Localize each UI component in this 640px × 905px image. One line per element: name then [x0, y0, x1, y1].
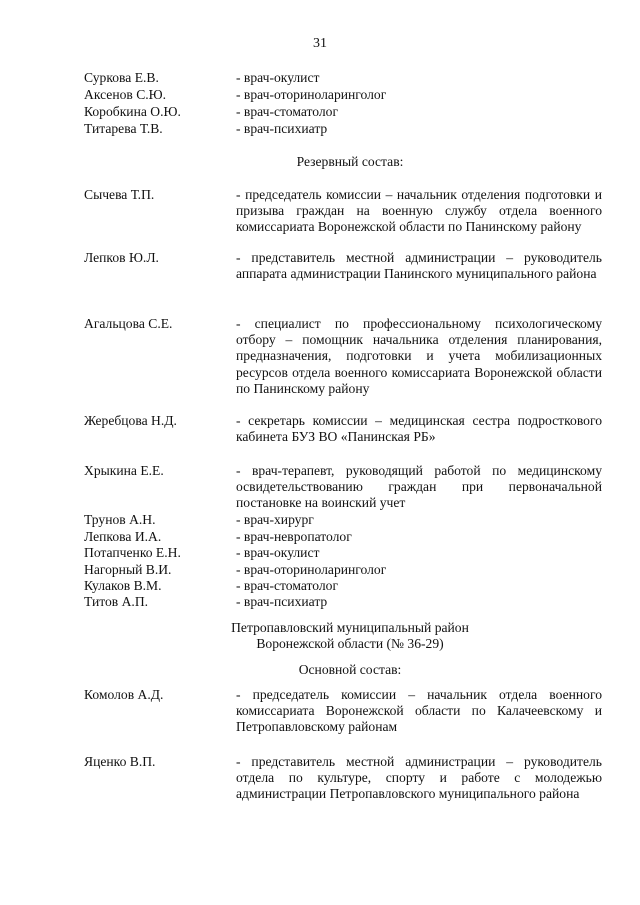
- member-name: Аксенов С.Ю.: [84, 87, 167, 102]
- main-heading: [0, 662, 640, 678]
- member-role: - врач-невропатолог: [236, 529, 352, 544]
- member-role: - врач-стоматолог: [236, 578, 339, 593]
- member-name: Лепков Ю.Л.: [84, 250, 159, 265]
- member-name: Хрыкина Е.Е.: [84, 463, 164, 478]
- district-line2: Воронежской области (№ 36-29): [256, 636, 444, 652]
- member-name: Жеребцова Н.Д.: [84, 413, 177, 428]
- member-name: Кулаков В.М.: [84, 578, 162, 593]
- member-name: Трунов А.Н.: [84, 512, 156, 527]
- member-role: - врач-психиатр: [236, 594, 328, 609]
- member-role: - секретарь комиссии – медицинская сестра подросткового кабинета БУЗ ВО «Панинская РБ»: [236, 413, 602, 445]
- member-name: Сычева Т.П.: [84, 187, 155, 202]
- member-name: Титов А.П.: [84, 594, 149, 609]
- district-line1: Петропавловский муниципальный район: [231, 620, 469, 635]
- reserve-heading: [0, 154, 640, 170]
- member-name: Комолов А.Д.: [84, 687, 164, 702]
- member-role: - врач-хирург: [236, 512, 314, 527]
- member-role: - представитель местной администрации – руководитель отдела по культуре, спорту и работе с молодежью администрации Петропавловского муниципального района: [236, 754, 602, 802]
- reserve-heading-text: Резервный состав:: [296, 154, 404, 169]
- member-role: - председатель комиссии – начальник отделения подготовки и призыва граждан на военную службу отдела военного комиссариата Воронежской области по Панинскому району: [236, 187, 602, 235]
- member-role: - врач-терапевт, руководящий работой по медицинскому освидетельствованию граждан при первоначальной постановке на воинский учет: [236, 463, 602, 511]
- member-name: Яценко В.П.: [84, 754, 156, 769]
- member-name: Суркова Е.В.: [84, 70, 159, 85]
- member-role: - врач-оториноларинголог: [236, 87, 387, 102]
- member-name: Лепкова И.А.: [84, 529, 162, 544]
- member-role: - врач-психиатр: [236, 121, 328, 136]
- member-name: Потапченко Е.Н.: [84, 545, 181, 560]
- district-heading: [0, 620, 640, 652]
- member-role: - представитель местной администрации – руководитель аппарата администрации Панинского муниципального района: [236, 250, 602, 282]
- member-role: - врач-оториноларинголог: [236, 562, 387, 577]
- main-heading-text: Основной состав:: [298, 662, 402, 677]
- member-role: - специалист по профессиональному психологическому отбору – помощник начальника отделения планирования, предназначения, подготовки и учета мобилизационных ресурсов отдела военного комиссариата Воронежской области по Панинскому району: [236, 316, 602, 396]
- member-role: - председатель комиссии – начальник отдела военного комиссариата Воронежской области по Калачеевскому и Петропавловскому районам: [236, 687, 602, 735]
- member-name: Коробкина О.Ю.: [84, 104, 181, 119]
- member-name: Нагорный В.И.: [84, 562, 172, 577]
- member-role: - врач-стоматолог: [236, 104, 339, 119]
- member-name: Агальцова С.Е.: [84, 316, 173, 331]
- member-role: - врач-окулист: [236, 70, 320, 85]
- member-role: - врач-окулист: [236, 545, 320, 560]
- page-number: 31: [313, 36, 327, 51]
- member-name: Титарева Т.В.: [84, 121, 163, 136]
